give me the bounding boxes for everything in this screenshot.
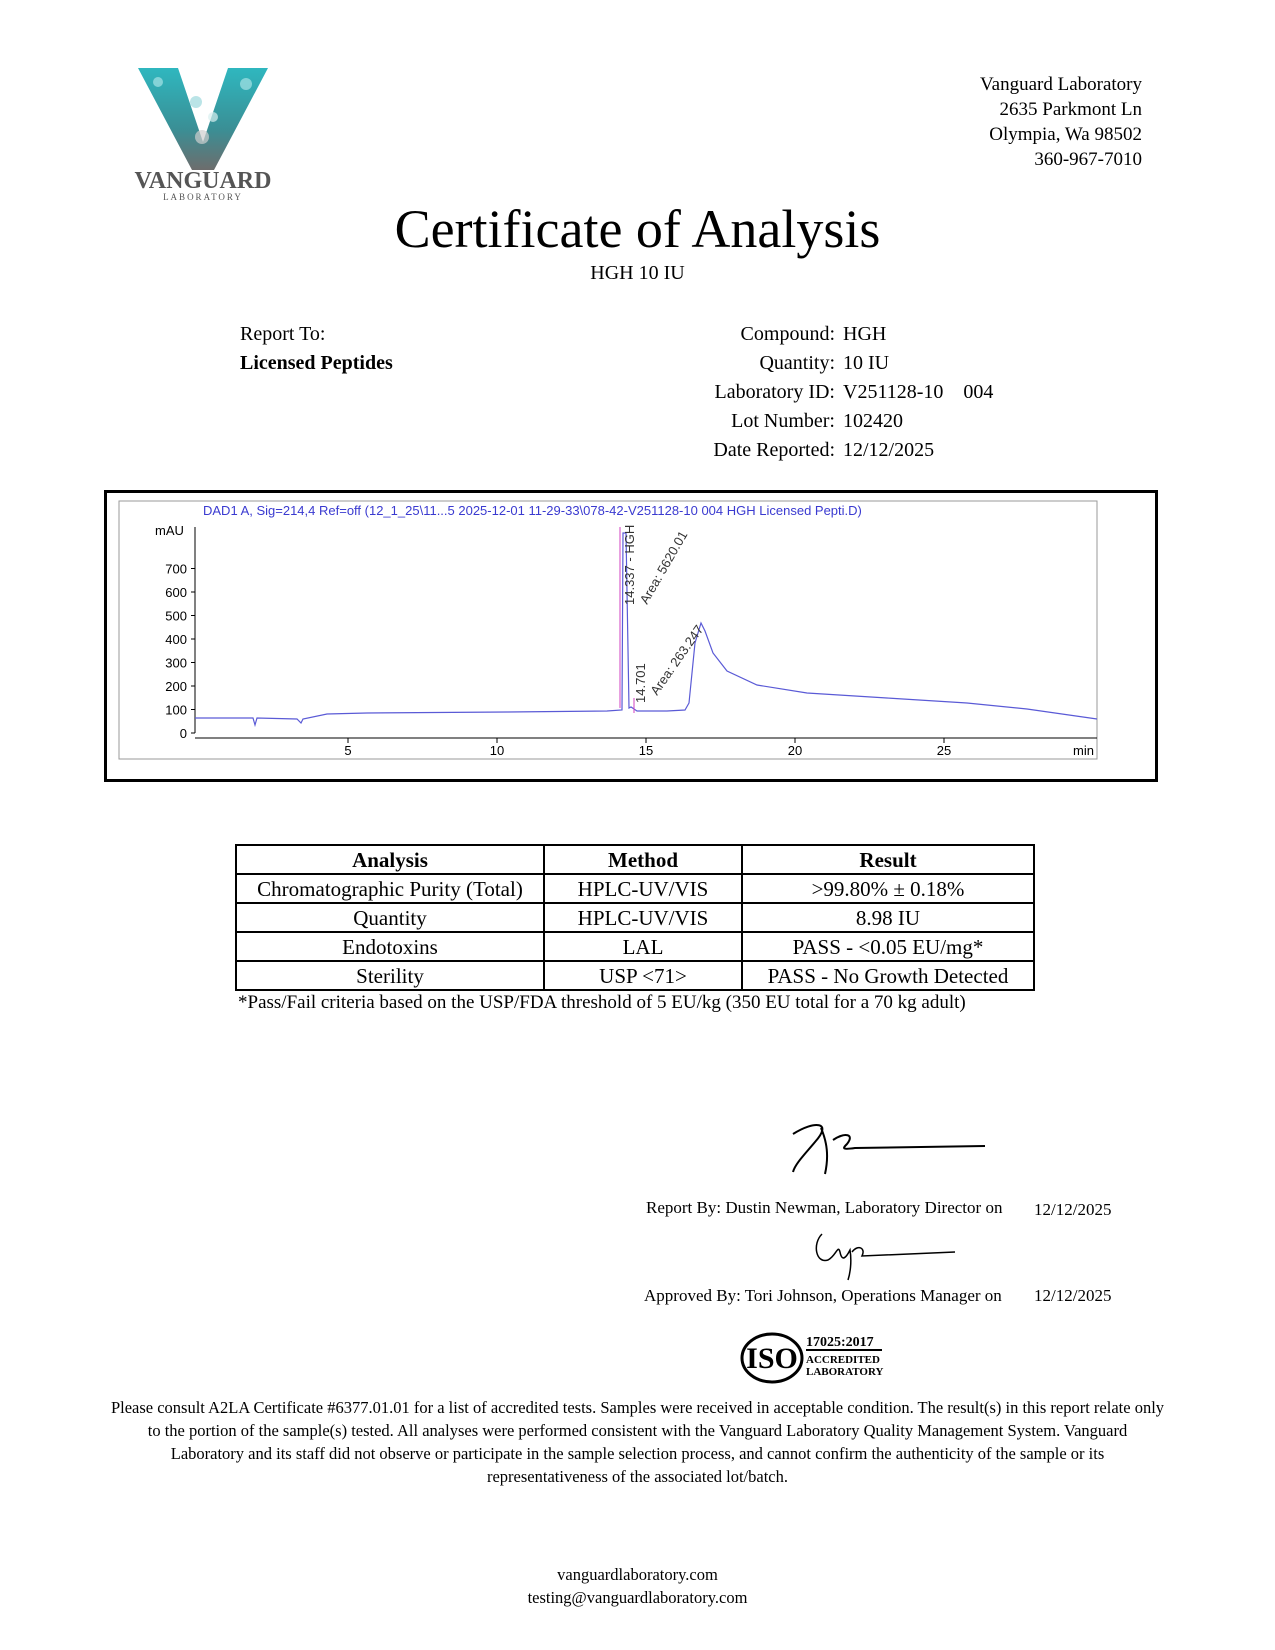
- chromatogram-plot: [107, 493, 1155, 779]
- vanguard-logo: [118, 62, 288, 202]
- result-cell: PASS - No Growth Detected: [742, 961, 1034, 990]
- y-tick-label: 400: [165, 632, 187, 647]
- results-header: Analysis: [236, 845, 544, 874]
- iso-mark: ISO: [746, 1342, 798, 1375]
- lab-phone: 360-967-7010: [1034, 149, 1142, 170]
- x-tick-label: 15: [638, 743, 654, 758]
- lab-name: Vanguard Laboratory: [980, 74, 1142, 95]
- analysis-cell: Quantity: [236, 903, 544, 932]
- document-subtitle: HGH 10 IU: [590, 262, 685, 284]
- document-title: Certificate of Analysis: [394, 199, 881, 259]
- y-tick-label: 500: [165, 608, 187, 624]
- method-cell: HPLC-UV/VIS: [544, 874, 742, 903]
- chromatogram-panel: [104, 490, 1158, 782]
- meta-value: HGH: [843, 323, 887, 345]
- logo-sub: LABORATORY: [163, 192, 243, 202]
- results-table: [235, 844, 1035, 991]
- x-tick-label: 10: [489, 743, 505, 758]
- report-to: [240, 320, 393, 378]
- tick-marks: [191, 569, 944, 744]
- meta-value: 102420: [843, 410, 903, 432]
- approved-by: Approved By: Tori Johnson, Operations Manager on: [644, 1286, 1002, 1305]
- lab-street: 2635 Parkmont Ln: [999, 99, 1142, 120]
- email-link[interactable]: testing@vanguardlaboratory.com: [527, 1588, 748, 1607]
- result-cell: >99.80% ± 0.18%: [742, 874, 1034, 903]
- iso-standard: 17025:2017: [806, 1335, 874, 1350]
- report-by: Report By: Dustin Newman, Laboratory Director on: [646, 1198, 1003, 1217]
- meta-label: Laboratory ID:: [714, 381, 835, 403]
- method-cell: HPLC-UV/VIS: [544, 903, 742, 932]
- report-to-label: Report To:: [240, 323, 326, 345]
- endotoxin-footnote: *Pass/Fail criteria based on the USP/FDA threshold of 5 EU/kg (350 EU total for a 70 kg adult): [238, 992, 966, 1013]
- meta-value: V251128-10 004: [843, 381, 994, 403]
- y-ticks: [165, 562, 187, 742]
- manager-signature: [810, 1222, 960, 1282]
- iso-line1: ACCREDITED: [806, 1354, 880, 1366]
- table-row: [236, 874, 1034, 903]
- meta-row-date: [640, 436, 993, 465]
- peak2-area: Area: 263.247: [647, 622, 707, 698]
- table-row: [236, 961, 1034, 990]
- results-header-row: [236, 845, 1034, 874]
- meta-value: 12/12/2025: [843, 439, 935, 461]
- y-tick-label: 200: [165, 679, 187, 694]
- report-date: 12/12/2025: [1034, 1200, 1112, 1219]
- y-tick-label: 100: [165, 702, 187, 718]
- results-header: Method: [544, 845, 742, 874]
- x-tick-label: 5: [344, 743, 352, 758]
- result-cell: 8.98 IU: [742, 903, 1034, 932]
- meta-row-compound: [640, 320, 993, 349]
- y-unit-label: mAU: [155, 523, 184, 538]
- x-ticks: [344, 743, 951, 758]
- table-row: [236, 932, 1034, 961]
- chromatogram-header: DAD1 A, Sig=214,4 Ref=off (12_1_25\11...5 2025-12-01 11-29-33\078-42-V251128-10 004 HGH Licensed Pepti.D): [203, 503, 862, 518]
- y-tick-label: 600: [165, 585, 187, 600]
- y-tick-label: 0: [179, 726, 187, 741]
- method-cell: USP <71>: [544, 961, 742, 990]
- peak2-label: 14.701: [633, 663, 648, 703]
- director-signature: [785, 1112, 995, 1182]
- disclaimer: Please consult A2LA Certificate #6377.01.01 for a list of accredited tests. Samples were received in acceptable condition. The result(s) in this report relate only to the portion of the sample(s) tested. All analyses were performed consistent with the Vanguard Laboratory Quality Management System. Vanguard Laboratory and its staff did not observe or participate in the sample selection process, and cannot confirm the authenticity of the sample or its representativeness of the associated lot/batch.: [110, 1398, 1165, 1486]
- x-tick-label: 20: [787, 743, 803, 758]
- lab-address: [980, 72, 1142, 172]
- method-cell: LAL: [544, 932, 742, 961]
- client-name: Licensed Peptides: [240, 352, 393, 374]
- meta-value: 10 IU: [843, 352, 890, 374]
- y-tick-label: 700: [165, 561, 187, 577]
- x-tick-label: 25: [936, 743, 952, 758]
- meta-label: Date Reported:: [713, 439, 835, 461]
- meta-label: Quantity:: [759, 352, 835, 374]
- iso-accreditation-badge: [740, 1330, 890, 1386]
- approved-date: 12/12/2025: [1034, 1286, 1112, 1305]
- website-link[interactable]: vanguardlaboratory.com: [557, 1565, 718, 1584]
- analysis-cell: Endotoxins: [236, 932, 544, 961]
- table-row: [236, 903, 1034, 932]
- meta-label: Lot Number:: [731, 410, 835, 432]
- analysis-cell: Sterility: [236, 961, 544, 990]
- meta-row-quantity: [640, 349, 993, 378]
- results-header: Result: [742, 845, 1034, 874]
- meta-row-lot: [640, 407, 993, 436]
- iso-line2: LABORATORY: [806, 1366, 884, 1378]
- contact-footer: [0, 1563, 1275, 1609]
- lab-city: Olympia, Wa 98502: [989, 124, 1142, 145]
- plot-frame: [119, 501, 1097, 759]
- meta-label: Compound:: [740, 323, 835, 345]
- y-tick-label: 300: [165, 655, 187, 671]
- sample-meta: [640, 320, 993, 465]
- peak1-label: 14.337 - HGH: [622, 524, 637, 605]
- peak1-area: Area: 5620.01: [636, 528, 691, 607]
- logo-name: VANGUARD: [134, 168, 272, 194]
- analysis-cell: Chromatographic Purity (Total): [236, 874, 544, 903]
- meta-row-lab-id: [640, 378, 993, 407]
- result-cell: PASS - <0.05 EU/mg*: [742, 932, 1034, 961]
- x-unit-label: min: [1073, 743, 1094, 758]
